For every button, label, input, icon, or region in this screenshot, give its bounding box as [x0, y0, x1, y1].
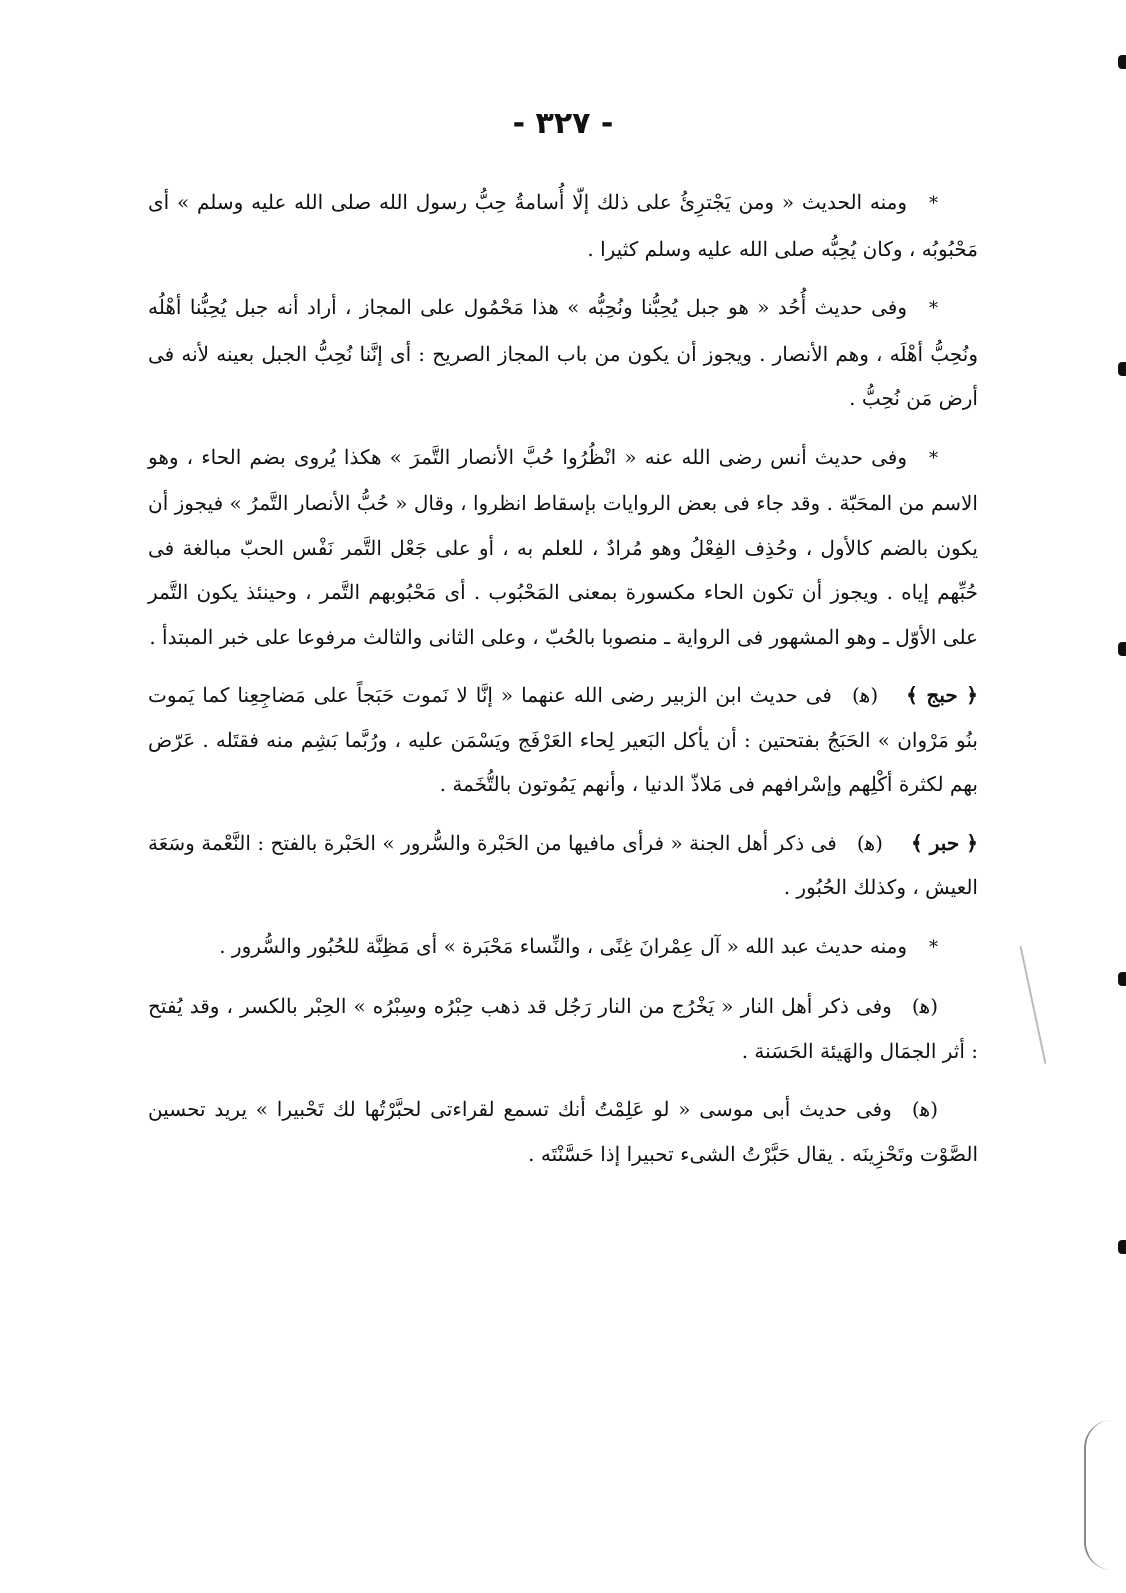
paragraph-6	[148, 924, 978, 971]
scan-artifact-curve	[1084, 1420, 1112, 1570]
paragraph-star: *	[929, 298, 938, 319]
paragraph-text: وفى ذكر أهل النار « يَخْرُج من النار رَجُل قد ذهب حِبْرُه وسِبْرُه » الحِبْر بالكسر ، وقد يُفتح : أثر الجمَال والهَيئة الحَسَنة .	[148, 994, 978, 1063]
root-heading: ﴿ حبر ﴾	[910, 830, 978, 855]
entry-habaj	[148, 673, 978, 807]
scan-edge-mark	[1118, 55, 1126, 69]
source-marker: (ﻫ)	[911, 994, 938, 1018]
source-marker: (ﻫ)	[911, 1097, 938, 1121]
source-marker: (ﻫ)	[851, 683, 879, 707]
scan-edge-mark	[1118, 972, 1126, 986]
paragraph-7	[148, 984, 978, 1073]
paragraph-star: *	[929, 193, 938, 214]
paragraph-text: ومنه الحديث « ومن يَجْترِئُ على ذلك إلّا أُسامةُ حِبُّ رسول الله صلى الله عليه وسلم » أى مَحْبُوبُه ، وكان يُحِبُّه صلى الله عليه وسلم كثيرا .	[148, 190, 978, 261]
paragraph-8	[148, 1087, 978, 1176]
scan-artifact-line	[1020, 946, 1047, 1064]
scan-edge-mark	[1118, 1240, 1126, 1254]
paragraph-text: وفى حديث أُحُد « هو جبل يُحِبُّنا ونُحِبُّه » هذا مَحْمُول على المجاز ، أراد أنه جبل يُحِبُّنا أهْلُه ونُحِبُّ أهْلَه ، وهم الأنصار . ويجوز أن يكون من باب المجاز الصريح : أى إنَّنا نُحِبُّ الجبل بعينه لأنه فى أرض مَن نُحِبُّ .	[148, 295, 978, 410]
source-marker: (ﻫ)	[856, 830, 883, 855]
root-heading: ﴿ حبج ﴾	[906, 683, 979, 707]
paragraph-text: وفى حديث أنس رضى الله عنه « انْظُرُوا حُبَّ الأنصار التَّمرَ » هكذا يُروى بضم الحاء ، وهو الاسم من المحَبّة . وقد جاء فى بعض الروايات بإسقاط انظروا ، وقال « حُبُّ الأنصار التَّمرُ » فيجوز أن يكون بالضم كالأول ، وحُذِف الفِعْلُ وهو مُرادٌ ، للعلم به ، أو على جَعْل التَّمر نَفْس الحبّ مبالغة فى حُبِّهم إياه . ويجوز أن تكون الحاء مكسورة بمعنى المَحْبُوب . أى مَحْبُوبهم التَّمر ، وحينئذ يكون التَّمر على الأوّل ـ وهو المشهور فى الرواية ـ منصوبا بالحُبّ ، وعلى الثانى والثالث مرفوعا على خبر المبتدأ .	[148, 444, 978, 649]
paragraph-3	[148, 435, 978, 660]
paragraph-text: ومنه حديث عبد الله « آل عِمْرانَ غِنًى ، والنِّساء مَحْبَرة » أى مَظِنَّة للحُبُور والسُّرور .	[219, 933, 907, 958]
paragraph-1	[148, 180, 978, 271]
entry-habar	[148, 821, 978, 910]
page-number: - ٣٢٧ -	[512, 106, 614, 141]
paragraph-text: فى حديث ابن الزبير رضى الله عنهما « إنَّا لا نَموت حَبَجاً على مَضاجِعِنا كما يَموت بنُو مَرْوان » الحَبَجُ بفتحتين : أن يأكل البَعير لِحاء العَرْفَج ويَسْمَن عليه ، ورُبَّما بَشِم منه فقتَله . عَرّض بهم لكثرة أكْلِهم وإسْرافهم فى مَلاذّ الدنيا ، وأنهم يَمُوتون بالتُّخَمة .	[148, 683, 978, 796]
scan-edge-mark	[1118, 362, 1126, 376]
paragraph-text: وفى حديث أبى موسى « لو عَلِمْتُ أنك تسمع لقراءتى لحبَّرْتُها لك تَحْبيرا » يريد تحسين الصَّوْت وتَحْزِينَه . يقال حَبَّرْتُ الشىء تحبيرا إذا حَسَّنْتَه .	[148, 1097, 978, 1166]
paragraph-star: *	[929, 447, 938, 469]
scan-edge-mark	[1118, 642, 1126, 656]
paragraph-text: فى ذكر أهل الجنة « فرأى مافيها من الحَبْرة والسُّرور » الحَبْرة بالفتح : النَّعْمة وسَعَة العيش ، وكذلك الحُبُور .	[148, 830, 978, 899]
page-body	[148, 180, 978, 1190]
paragraph-star: *	[929, 936, 938, 958]
paragraph-2	[148, 285, 978, 421]
